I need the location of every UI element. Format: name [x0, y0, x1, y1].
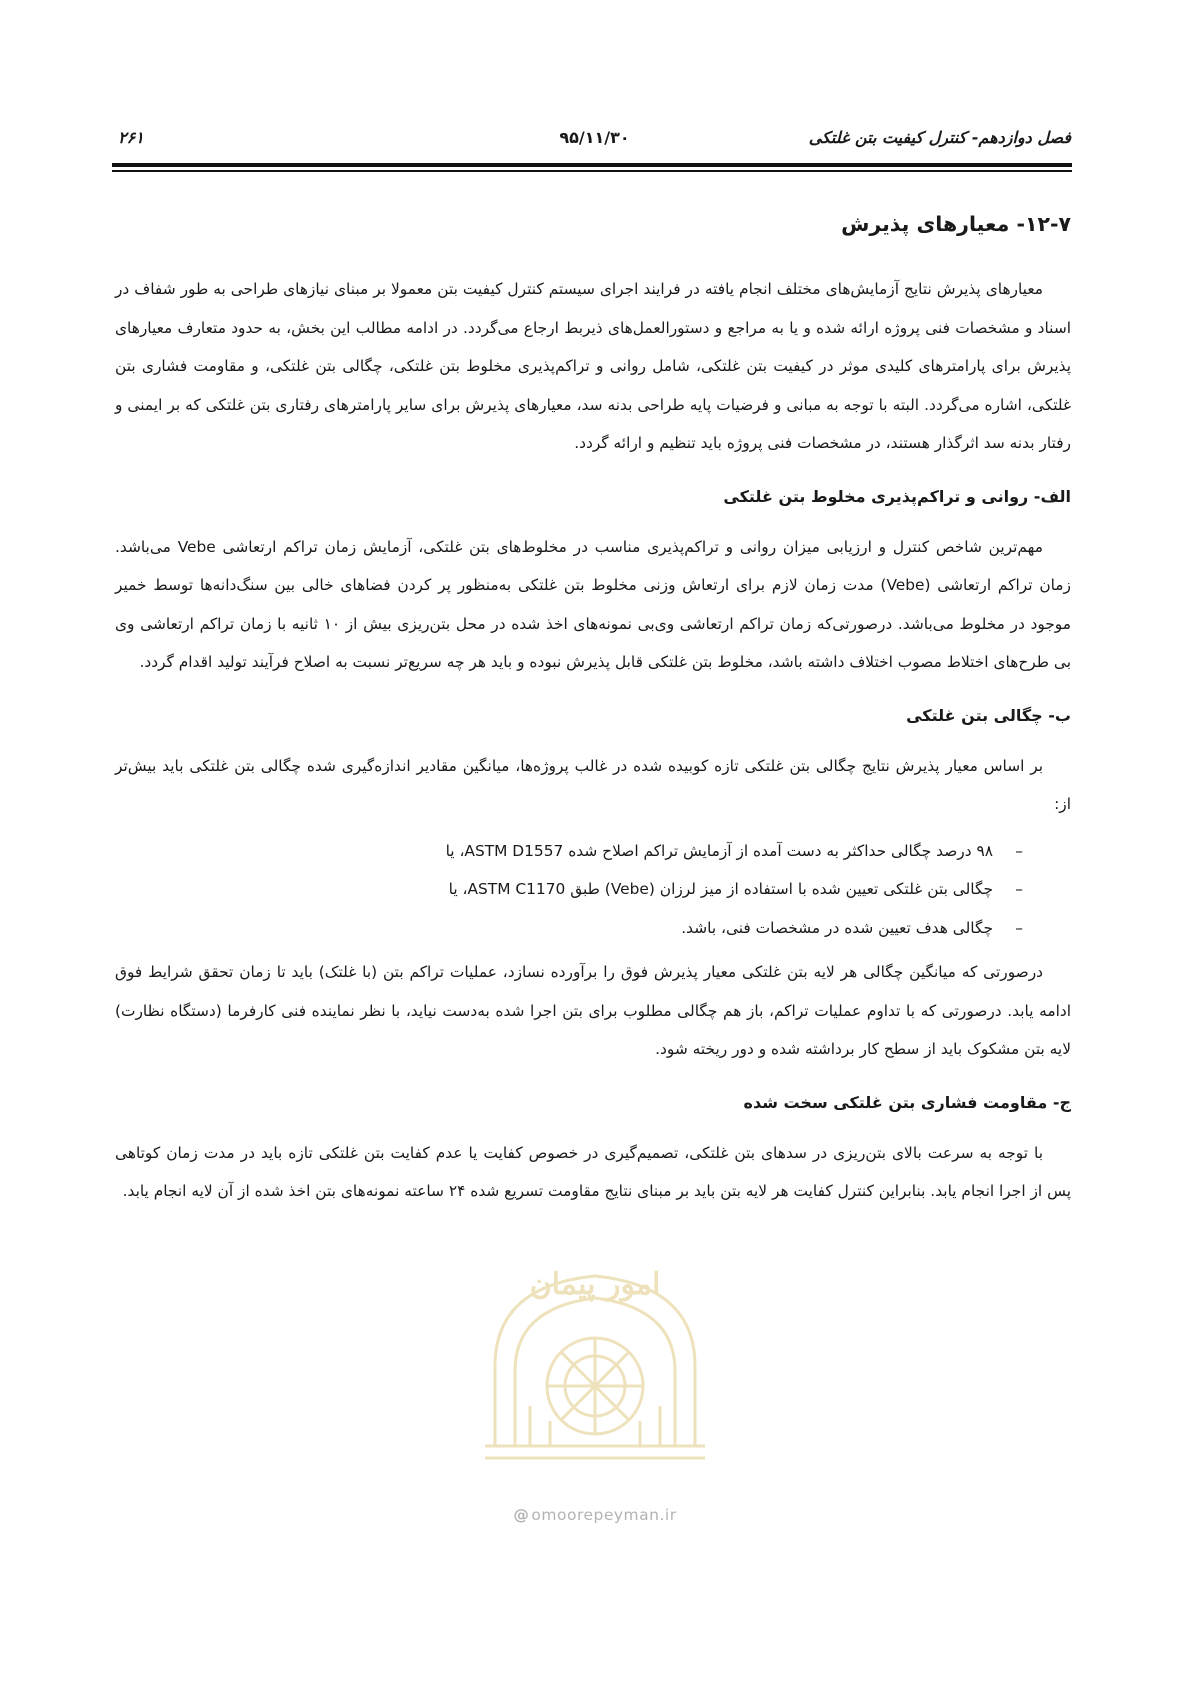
list-dash: –	[1015, 841, 1023, 860]
header-date: ۹۵/۱۱/۳۰	[559, 128, 630, 147]
list-item	[115, 870, 1023, 909]
subsection-b-paragraph: بر اساس معیار پذیرش نتایج چگالی بتن غلتکی تازه کوبیده شده در غالب پروژه‌ها، میانگین مقادیر اندازه‌گیری شده چگالی بتن غلتکی باید بیش‌تر از:	[115, 756, 1071, 813]
watermark-seal-logo	[455, 1246, 735, 1476]
header-rule-thick	[112, 163, 1072, 167]
subsection-a-paragraph: مهم‌ترین شاخص کنترل و ارزیابی میزان روانی و تراکم‌پذیری مناسب در مخلوط‌های بتن غلتکی، آزمایش زمان تراکم ارتعاشی Vebe می‌باشد. زمان تراکم ارتعاشی (Vebe) مدت زمان لازم برای ارتعاش وزنی مخلوط بتن غلتکی به‌منظور پر کردن فضاهای خالی بین سنگ‌دانه‌ها توسط خمیر موجود در مخلوط می‌باشد. درصورتی‌که زمان تراکم ارتعاشی وی‌بی نمونه‌های اخذ شده در محل بتن‌ریزی بیش از ۱۰ ثانیه با زمان تراکم ارتعاشی وی بی طرح‌های اختلاط مصوب اختلاف داشته باشد، مخلوط بتن غلتکی قابل پذیرش نبوده و باید هر چه سریع‌تر نسبت به اصلاح فرآیند تولید اقدام گردد.	[115, 537, 1071, 671]
subsection-a-heading: الف- روانی و تراکم‌پذیری مخلوط بتن غلتکی	[723, 486, 1071, 506]
list-item-text: چگالی هدف تعیین شده در مشخصات فنی، باشد.	[681, 918, 993, 937]
watermark-url	[0, 1506, 1190, 1524]
subsection-b-heading: ب- چگالی بتن غلتکی	[906, 705, 1071, 725]
header-rule-thin	[112, 170, 1072, 172]
list-item-text: ۹۸ درصد چگالی حداکثر به دست آمده از آزمایش تراکم اصلاح شده ASTM D1557، یا	[445, 841, 993, 860]
running-header	[118, 128, 1071, 154]
at-icon: @	[513, 1506, 530, 1524]
chapter-title: فصل دوازدهم- کنترل کیفیت بتن غلتکی	[808, 128, 1071, 147]
subsection-c-heading: ج- مقاومت فشاری بتن غلتکی سخت شده	[743, 1092, 1071, 1112]
section-heading: ۱۲-۷- معیارهای پذیرش	[841, 212, 1071, 236]
list-item	[115, 832, 1023, 871]
page-content	[115, 212, 1071, 1235]
list-item-text: چگالی بتن غلتکی تعیین شده با استفاده از میز لرزان (Vebe) طبق ASTM C1170، یا	[448, 880, 993, 898]
watermark-url-text: omoorepeyman.ir	[531, 1506, 677, 1524]
list-dash: –	[1015, 918, 1023, 937]
section-intro-paragraph: معیارهای پذیرش نتایج آزمایش‌های مختلف انجام یافته در فرایند اجرای سیستم کنترل کیفیت بتن معمولا بر مبنای نیازهای طراحی به طور شفاف در اسناد و مشخصات فنی پروژه ارائه شده و یا به مراجع و دستورالعمل‌های ذیربط ارجاع می‌گردد. در ادامه مطالب این بخش، به حدود متعارف معیارهای پذیرش برای پارامترهای کلیدی موثر در کیفیت بتن غلتکی، شامل روانی و تراکم‌پذیری مخلوط بتن غلتکی، چگالی بتن غلتکی، و مقاومت فشاری بتن غلتکی، اشاره می‌گردد. البته با توجه به مبانی و فرضیات پایه طراحی بدنه سد، معیارهای پذیرش برای سایر پارامترهای رفتاری بتن غلتکی که بر ایمنی و رفتار بدنه سد اثرگذار هستند، در مشخصات فنی پروژه باید تنظیم و ارائه گردد.	[115, 280, 1071, 452]
list-item	[115, 909, 1023, 948]
density-criteria-list	[115, 832, 1071, 948]
subsection-c-paragraph: با توجه به سرعت بالای بتن‌ریزی در سدهای بتن غلتکی، تصمیم‌گیری در خصوص کفایت یا عدم کفایت بتن غلتکی تازه باید در مدت زمان کوتاهی پس از اجرا انجام یابد. بنابراین کنترل کفایت هر لایه بتن باید بر مبنای نتایج مقاومت تسریع شده ۲۴ ساعته نمونه‌های بتن اخذ شده از آن لایه انجام یابد.	[115, 1143, 1071, 1200]
watermark-seal-text: امور پیمان	[529, 1267, 661, 1302]
subsection-b-after-paragraph: درصورتی که میانگین چگالی هر لایه بتن غلتکی معیار پذیرش فوق را برآورده نسازد، عملیات تراکم بتن (با غلتک) باید تا زمان تحقق شرایط فوق ادامه یابد. درصورتی که با تداوم عملیات تراکم، باز هم چگالی مطلوب برای بتن اجرا شده به‌دست نیاید، با نظر نماینده فنی کارفرما (دستگاه نظارت) لایه بتن مشکوک باید از سطح کار برداشته شده و دور ریخته شود.	[115, 963, 1071, 1058]
list-dash: –	[1015, 880, 1023, 898]
page-number: ۲۶۱	[118, 128, 144, 147]
